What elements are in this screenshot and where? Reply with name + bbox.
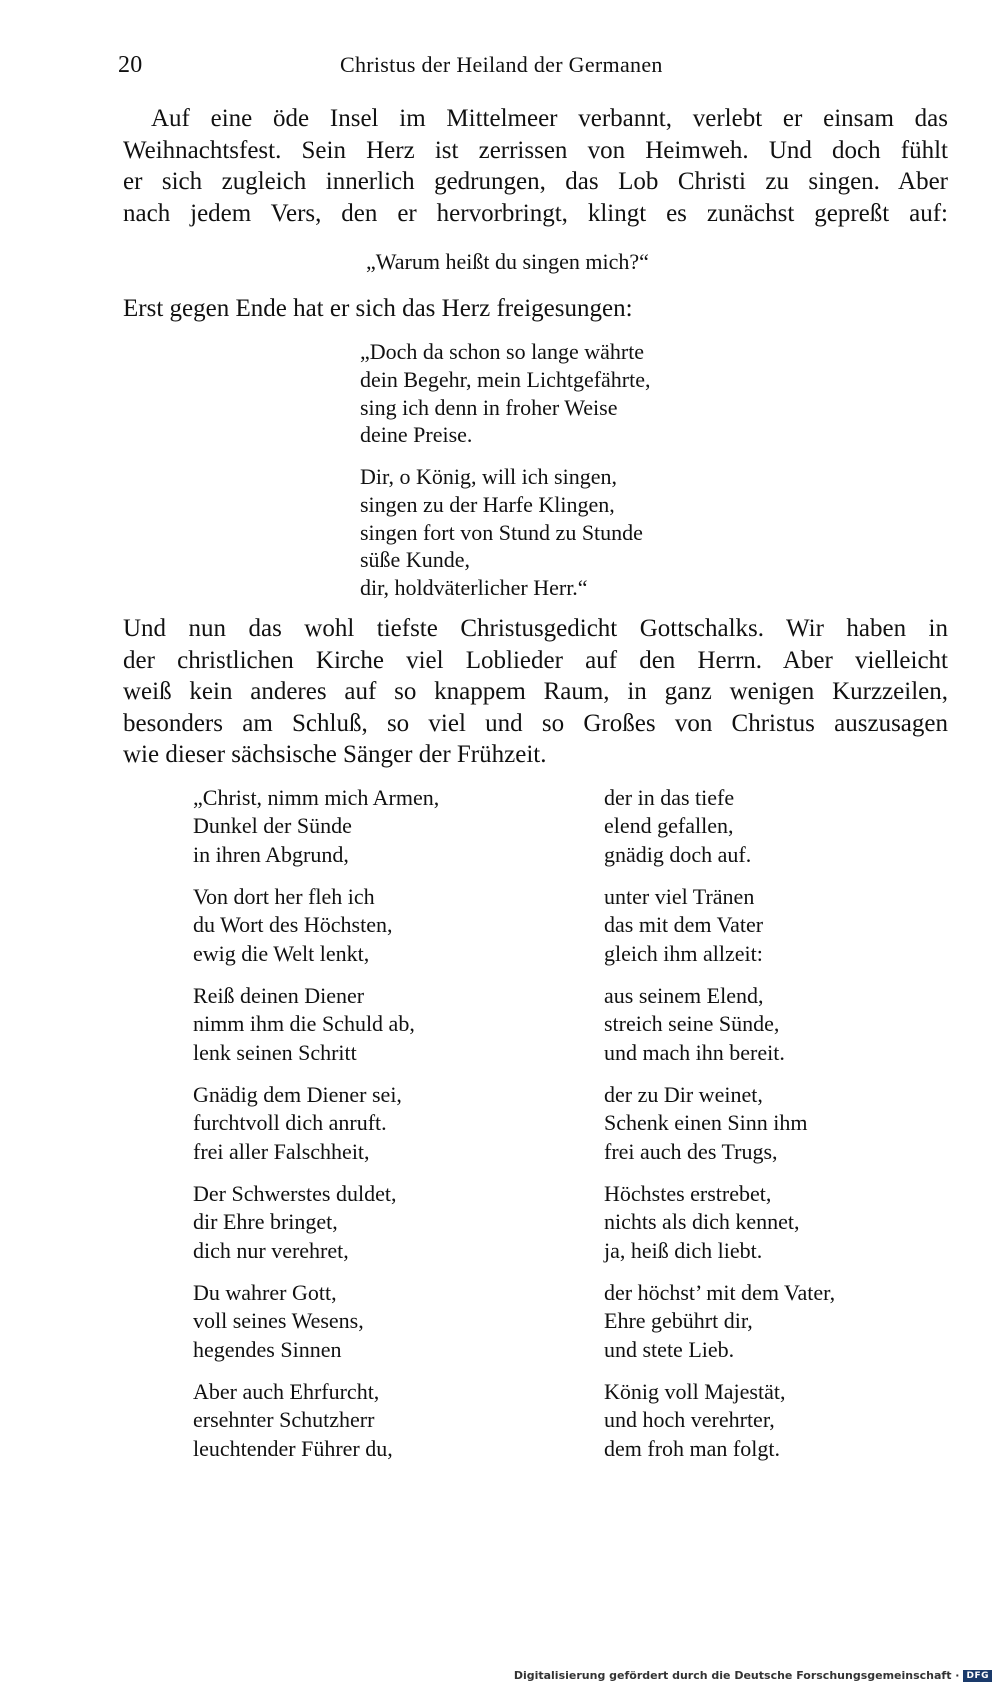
verse-line: lenk seinen Schritt	[193, 1039, 357, 1065]
poem-stanza	[193, 1180, 439, 1279]
verse-line: dir, holdväterlicher Herr.“	[360, 575, 588, 601]
verse-line: und hoch verehrter,	[604, 1407, 775, 1433]
verse-line: Dunkel der Sünde	[193, 813, 352, 839]
verse-line: hegendes Sinnen	[193, 1336, 342, 1362]
verse-line: Aber auch Ehrfurcht,	[193, 1379, 380, 1404]
verse-line: König voll Majestät,	[604, 1379, 786, 1404]
verse-line: der in das tiefe	[604, 785, 735, 810]
poem-stanza	[604, 1081, 835, 1180]
poem-stanza	[193, 784, 439, 883]
verse-line: und stete Lieb.	[604, 1336, 735, 1362]
verse-line: singen zu der Harfe Klingen,	[360, 491, 615, 517]
verse-line: Schenk einen Sinn ihm	[604, 1110, 808, 1136]
verse-line: du Wort des Höchsten,	[193, 912, 393, 938]
paragraph-line: der christlichen Kirche viel Loblieder auf den Herrn. Aber vielleicht	[123, 646, 948, 674]
dfg-logo-icon: DFG	[963, 1670, 992, 1682]
verse-line: Dir, o König, will ich singen,	[360, 464, 617, 489]
poem-stanza	[604, 784, 835, 883]
poem-right-column	[604, 784, 835, 1477]
poem-stanza	[193, 883, 439, 982]
verse-line: dir Ehre bringet,	[193, 1209, 338, 1235]
verse-line: nichts als dich kennet,	[604, 1209, 800, 1235]
poem-stanza	[604, 883, 835, 982]
verse-line: dein Begehr, mein Lichtgefährte,	[360, 366, 651, 392]
page-number: 20	[118, 52, 143, 78]
verse-line: Der Schwerstes duldet,	[193, 1181, 397, 1206]
poem-stanza	[193, 1378, 439, 1477]
paragraph-exile	[123, 103, 948, 229]
verse-line: Reiß deinen Diener	[193, 983, 365, 1008]
verse-line: dich nur verehret,	[193, 1237, 349, 1263]
credit-text: Digitalisierung gefördert durch die Deutsche Forschungsgemeinschaft ·	[513, 1669, 960, 1682]
verse-line: elend gefallen,	[604, 813, 734, 839]
paragraph-gottschalk	[123, 613, 948, 771]
verse-line: Gnädig dem Diener sei,	[193, 1082, 402, 1107]
verse-line: unter viel Tränen	[604, 884, 755, 909]
paragraph-line: Weihnachtsfest. Sein Herz ist zerrissen von Heimweh. Und doch fühlt	[123, 136, 948, 164]
verse-line: der zu Dir weinet,	[604, 1082, 763, 1107]
poem-stanza	[604, 1378, 835, 1477]
verse-line: Ehre gebührt dir,	[604, 1308, 753, 1334]
poem-stanza	[193, 982, 439, 1081]
page-header	[118, 52, 948, 88]
verse-line: gleich ihm allzeit:	[604, 940, 763, 966]
verse-line: das mit dem Vater	[604, 912, 764, 938]
verse-line: streich seine Sünde,	[604, 1011, 780, 1037]
paragraph-line: Auf eine öde Insel im Mittelmeer verbannt, verlebt er einsam das	[151, 105, 948, 132]
running-title: Christus der Heiland der Germanen	[340, 52, 663, 77]
verse-line: furchtvoll dich anruft.	[193, 1110, 387, 1136]
short-quote: „Warum heißt du singen mich?“	[366, 249, 649, 274]
verse-line: deine Preise.	[360, 422, 473, 448]
paragraph-freed-heart	[123, 293, 948, 325]
digitization-credit	[514, 1669, 992, 1682]
verse-line: sing ich denn in froher Weise	[360, 394, 618, 420]
verse-line: „Christ, nimm mich Armen,	[193, 785, 440, 810]
verse-line: gnädig doch auf.	[604, 841, 752, 867]
poem-stanza	[604, 1279, 835, 1378]
verse-line: Höchstes erstrebet,	[604, 1181, 772, 1206]
verse-line: frei aller Falschheit,	[193, 1138, 370, 1164]
poem-stanza	[604, 982, 835, 1081]
verse-line: süße Kunde,	[360, 547, 470, 573]
paragraph-line: Und nun das wohl tiefste Christusgedicht Gottschalks. Wir haben in	[123, 615, 948, 642]
verse-line: Von dort her fleh ich	[193, 884, 375, 909]
paragraph-line: Erst gegen Ende hat er sich das Herz freigesungen:	[123, 295, 633, 322]
verse-line: frei auch des Trugs,	[604, 1138, 778, 1164]
verse-line: „Doch da schon so lange währte	[360, 339, 645, 364]
verse-line: ewig die Welt lenkt,	[193, 940, 370, 966]
verse-line: aus seinem Elend,	[604, 983, 764, 1008]
paragraph-line: besonders am Schluß, so viel und so Großes von Christus auszusagen	[123, 709, 948, 737]
verse-stanza-1	[360, 338, 651, 449]
verse-line: nimm ihm die Schuld ab,	[193, 1011, 415, 1037]
verse-line: leuchtender Führer du,	[193, 1435, 393, 1461]
verse-line: der höchst’ mit dem Vater,	[604, 1280, 836, 1305]
paragraph-line: wie dieser sächsische Sänger der Frühzeit.	[123, 741, 547, 768]
poem-stanza	[193, 1279, 439, 1378]
paragraph-line: weiß kein anderes auf so knappem Raum, in ganz wenigen Kurzzeilen,	[123, 678, 948, 705]
paragraph-line: er sich zugleich innerlich gedrungen, das Lob Christi zu singen. Aber	[123, 168, 948, 195]
verse-line: voll seines Wesens,	[193, 1308, 364, 1334]
verse-line: Du wahrer Gott,	[193, 1280, 337, 1305]
verse-line: dem froh man folgt.	[604, 1435, 780, 1461]
verse-line: ja, heiß dich liebt.	[604, 1237, 763, 1263]
verse-line: ersehnter Schutzherr	[193, 1407, 375, 1433]
poem-stanza	[604, 1180, 835, 1279]
verse-stanza-2	[360, 463, 643, 602]
poem-left-column	[193, 784, 439, 1477]
verse-line: in ihren Abgrund,	[193, 841, 349, 867]
paragraph-line: nach jedem Vers, den er hervorbringt, klingt es zunächst gepreßt auf:	[123, 199, 948, 227]
verse-line: und mach ihn bereit.	[604, 1039, 785, 1065]
poem-stanza	[193, 1081, 439, 1180]
verse-line: singen fort von Stund zu Stunde	[360, 519, 643, 545]
